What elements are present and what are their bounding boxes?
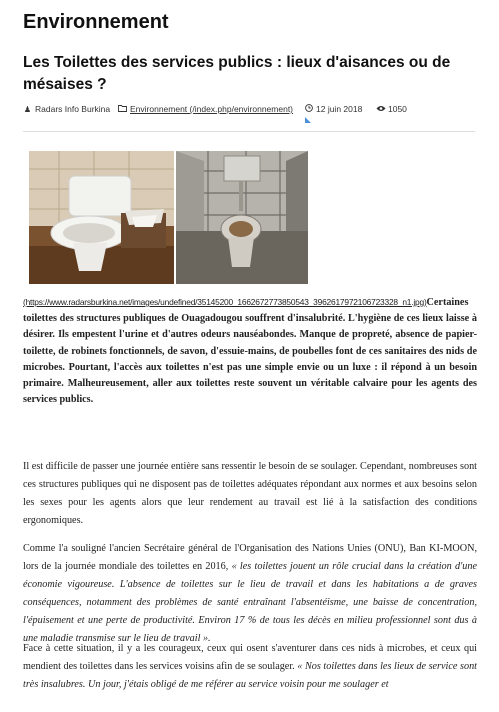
paragraph-3-text: Face à cette situation, il y a les courageux, ceux qui osent s'aventurer dans ces nids à microbes, et ceux qui mendient des toilettes dans les services voisins afin de se soulager. [23,643,477,672]
paragraph-2-text: Comme l'a souligné l'ancien Secrétaire général de l'Organisation des Nations Unies (ONU), Ban KI-MOON, lors de la journée mondiale des toilettes en 2016, [23,543,477,572]
header-divider [23,131,475,132]
image-link[interactable]: (https://www.radarsburkina.net/images/undefined/35145200_1662672773850543_3962617972106723328_n1.jpg) [23,297,427,307]
paragraph-2-quote: « les toilettes jouent un rôle crucial dans la création d'une économie vigoureuse. L'absence de toilettes sur le lieu de travail et dans les habitations a de graves conséquences, notamment des problèmes de santé entraînant l'absentéisme, une baisse de concentration, l'épuisement et une perte de productivité. Environ 17 % de tous les décès en milieu professionnel sont dus à une maladie transmise sur le lieu de travail ». [23,561,478,644]
paragraph-1: Il est difficile de passer une journée entière sans ressentir le besoin de se soulager. Cependant, nombreuses sont ces structures publiques qui ne disposent pas de toilettes adéquates répondant aux normes et aux besoins selon les sexes pour les agents alors que leur rendement au travail est lié à la satisfaction des conditions ergonomiques. [23,461,477,526]
clock-icon [304,104,313,114]
toilet-photo-right [176,151,308,284]
corner-marker [305,117,311,123]
user-icon: ♟ [23,105,32,114]
category-link[interactable]: Environnement (/index.php/environnement) [130,104,294,114]
paragraph-2 [23,540,477,648]
date-meta [304,104,362,114]
image-caption [23,294,477,408]
view-count: 1050 [388,104,407,114]
caption-text: Certaines toilettes des structures publiques de Ouagadougou souffrent d'insalubrité. L'hygiène de ces lieux laisse à désirer. Ils empestent l'urine et d'autres odeurs nauséabondes. Manque de propreté, absence de papier-toilette, de robinets fonctionnels, de savon, d'essuie-mains, de poubelles font de ces sanitaires des nids de microbes. Pourtant, l'accès aux toilettes n'est pas une simple envie ou un luxe : il répond à un besoin primaire. Malheureusement, aller aux toilettes reste souvent un véritable calvaire pour les agents des services publics. [23,297,477,406]
folder-icon [118,104,127,114]
author-name: Radars Info Burkina [35,104,111,114]
views-meta [376,104,407,114]
eye-icon [376,105,385,114]
paragraph-3 [23,640,477,694]
section-title: Environnement [23,11,169,33]
author-meta [23,104,110,114]
paragraph-3-quote: « Nos toilettes dans les lieux de service sont très insalubres. Un jour, j'étais obligé de me référer au service voisin pour me soulager et [23,661,477,690]
publish-date: 12 juin 2018 [316,104,363,114]
toilet-photo-left [29,151,174,284]
article-headline: Les Toilettes des services publics : lieux d'aisances ou de mésaises ? [23,54,451,93]
category-meta[interactable] [118,104,293,114]
